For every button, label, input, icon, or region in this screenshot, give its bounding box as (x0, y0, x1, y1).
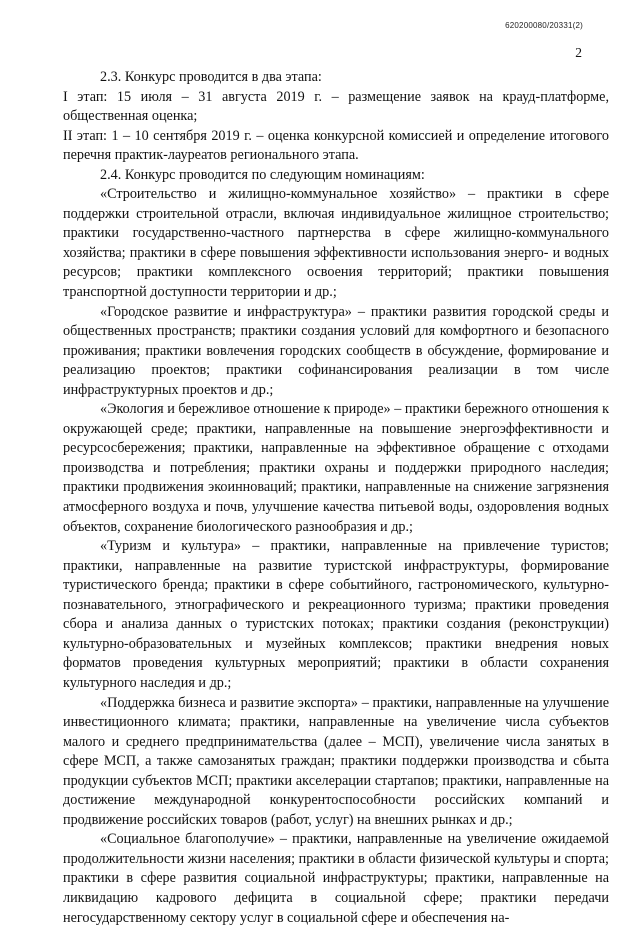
paragraph-stage-2: II этап: 1 – 10 сентября 2019 г. – оценка конкурсной комиссией и определение итогового перечня практик-лауреатов регионального этапа. (63, 127, 609, 164)
paragraph-stage-1: I этап: 15 июля – 31 августа 2019 г. – размещение заявок на крауд-платформе, общественная оценка; (63, 88, 609, 125)
paragraph-nomination-ecology: «Экология и бережливое отношение к природе» – практики бережного отношения к окружающей среде; практики, направленные на повышение энергоэффективности и ресурсосбережения; практики, направленные на эффективное обращение с отходами производства и потребления; практики охраны и поддержки природного наследия; практики продвижения экоинноваций; практики, направленные на снижение загрязнения атмосферного воздуха и почв, улучшение качества питьевой воды, оздоровления водных объектов, сохранение биологического разнообразия и др.; (63, 401, 609, 535)
paragraph-nominations-intro: 2.4. Конкурс проводится по следующим номинациям: (100, 166, 425, 183)
page-number: 2 (575, 45, 582, 60)
paragraph-nomination-urban: «Городское развитие и инфраструктура» – практики развития городской среды и общественных пространств; практики создания условий для комфортного и безопасного проживания; практики вовлечения городских сообществ в обсуждение, формирование и реализацию проектов; практики софинансирования реализации в том числе инфраструктурных проектов и др.; (63, 303, 609, 398)
paragraph-nomination-construction: «Строительство и жилищно-коммунальное хозяйство» – практики в сфере поддержки строительной отрасли, включая индивидуальное жилищное строительство; практики государственно-частного партнерства в сфере жилищно-коммунального хозяйства; практики в сфере повышения эффективности использования энерго- и водных ресурсов; практики комплексного освоения территорий; практики повышения транспортной доступности территории и др.; (63, 186, 609, 301)
paragraph-nomination-business: «Поддержка бизнеса и развитие экспорта» – практики, направленные на улучшение инвестиционного климата; практики, направленные на увеличение числа субъектов малого и среднего предпринимательства (далее – МСП), увеличение числа занятых в сфере МСП, а также самозанятых граждан; практики поддержки производства и сбыта продукции субъектов МСП; практики акселерации стартапов; практики, направленные на достижение международной конкурентоспособности российских компаний и продвижение российских товаров (работ, услуг) на внешних рынках и др.; (63, 694, 609, 828)
document-number: 620200080/20331(2) (505, 21, 583, 30)
paragraph-nomination-social: «Социальное благополучие» – практики, направленные на увеличение ожидаемой продолжительности жизни населения; практики в области физической культуры и спорта; практики в сфере развития социальной инфраструктуры; практики, направленные на ликвидацию кадрового дефицита в социальной сфере; практики передачи негосударственному сектору услуг в социальной сфере и обеспечения на- (63, 831, 609, 926)
document-body (63, 68, 609, 928)
paragraph-nomination-tourism: «Туризм и культура» – практики, направленные на привлечение туристов; практики, направленные на развитие туристской инфраструктуры, формирование туристического бренда; практики в сфере событийного, гастрономического, культурно-познавательного, этнографического и рекреационного туризма; практики проведения сбора и анализа данных о туристских потоках; практики создания (реконструкции) культурно-образовательных и музейных комплексов; практики внедрения новых форматов проведения культурных мероприятий; практики в области сохранения культурного наследия и др.; (63, 538, 609, 691)
paragraph-stages-intro: 2.3. Конкурс проводится в два этапа: (100, 69, 322, 85)
